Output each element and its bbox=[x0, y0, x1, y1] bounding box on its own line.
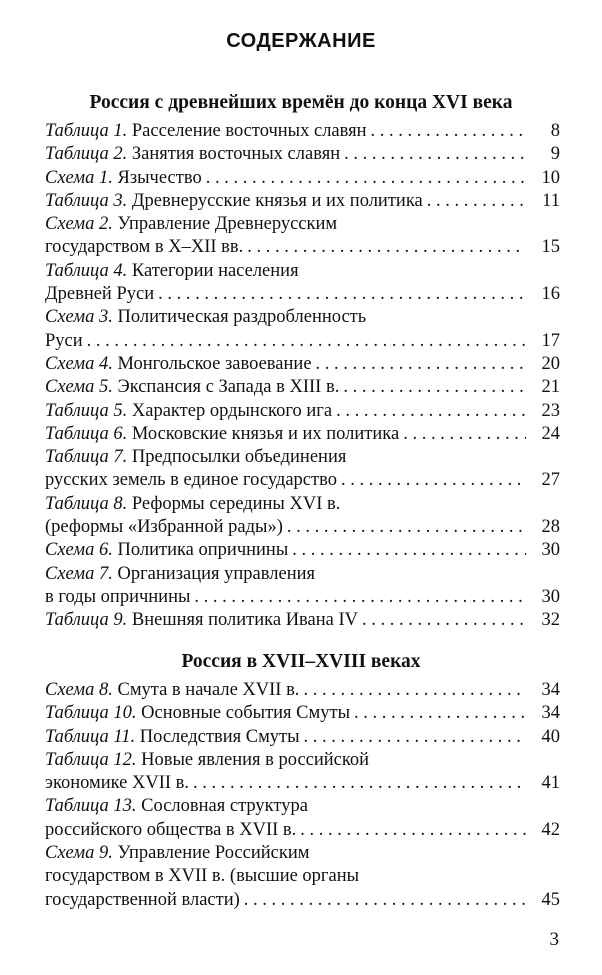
toc-entry-title: Новые явления в российской bbox=[141, 749, 370, 770]
dot-leader bbox=[244, 889, 526, 912]
toc-entry-page: 30 bbox=[541, 586, 560, 607]
toc-entry-page: 23 bbox=[541, 400, 560, 421]
toc-list bbox=[45, 679, 560, 912]
toc-entry-title: в годы опричнины bbox=[45, 586, 191, 607]
toc-entry bbox=[45, 423, 560, 446]
toc-entry bbox=[45, 702, 560, 725]
toc-entry-line bbox=[45, 865, 560, 888]
toc-entry-page: 21 bbox=[541, 377, 560, 398]
toc-entry-line bbox=[45, 539, 560, 562]
toc-entry-title: Смута в начале XVII в. bbox=[117, 680, 300, 700]
toc-entry-text bbox=[45, 353, 312, 376]
toc-entry-line bbox=[45, 213, 560, 236]
toc-entry-line bbox=[45, 469, 560, 492]
toc-entry-line bbox=[45, 167, 560, 190]
page-title: СОДЕРЖАНИЕ bbox=[226, 30, 376, 52]
dot-leader bbox=[206, 167, 526, 190]
toc-entry-kind: Таблица 2. bbox=[45, 144, 128, 165]
toc-entry-line bbox=[45, 446, 560, 469]
toc-entry-line bbox=[45, 143, 560, 166]
toc-entry bbox=[45, 400, 560, 423]
toc-entry-text bbox=[45, 330, 83, 353]
toc-entry bbox=[45, 376, 560, 399]
toc-entry-line bbox=[45, 493, 560, 516]
toc-entry-title: Последствия Смуты bbox=[139, 726, 300, 747]
toc-entry-page: 24 bbox=[541, 423, 560, 444]
toc-entry-page: 40 bbox=[541, 726, 560, 747]
toc-entry-kind: Таблица 6. bbox=[45, 423, 128, 444]
toc-entry-kind: Схема 3. bbox=[45, 307, 113, 328]
toc-entry-kind: Схема 6. bbox=[45, 540, 113, 561]
toc-entry-page: 34 bbox=[541, 703, 560, 724]
toc-entry-text bbox=[45, 236, 243, 259]
toc-entry bbox=[45, 120, 560, 143]
toc-entry-line bbox=[45, 306, 560, 329]
dot-leader bbox=[343, 376, 526, 399]
toc-entry-title: Организация управления bbox=[117, 563, 316, 584]
toc-entry-kind: Таблица 11. bbox=[45, 726, 136, 747]
toc-entry-text bbox=[45, 190, 423, 213]
toc-entry-text bbox=[45, 283, 154, 306]
toc-entry-line bbox=[45, 190, 560, 213]
toc-entry-page: 30 bbox=[541, 540, 560, 561]
toc-entry bbox=[45, 306, 560, 353]
toc-entry-title: Руси bbox=[45, 330, 83, 351]
toc-entry-kind: Таблица 7. bbox=[45, 447, 128, 468]
toc-entry bbox=[45, 213, 560, 260]
toc-entry-text bbox=[45, 865, 359, 888]
toc-entry-text bbox=[45, 493, 340, 516]
toc-entry-line bbox=[45, 376, 560, 399]
toc-entry-title: Реформы середины XVI в. bbox=[131, 493, 341, 514]
toc-entry-page: 42 bbox=[541, 819, 560, 840]
toc-entry-line bbox=[45, 726, 560, 749]
toc-entry-text bbox=[45, 306, 366, 329]
toc-entry-title: Политика опричнины bbox=[117, 540, 289, 561]
toc-entry-kind: Таблица 9. bbox=[45, 610, 128, 631]
dot-leader bbox=[371, 120, 526, 143]
toc-entry-title: Древней Руси bbox=[45, 284, 155, 305]
toc-entry-line bbox=[45, 889, 560, 912]
toc-entry bbox=[45, 167, 560, 190]
toc-entry bbox=[45, 842, 560, 912]
toc-entry-title: Предпосылки объединения bbox=[131, 447, 347, 468]
toc-entry-text bbox=[45, 423, 399, 446]
toc-entry-kind: Таблица 5. bbox=[45, 400, 128, 421]
toc-entry bbox=[45, 446, 560, 493]
toc-entry-title: Расселение восточных славян bbox=[131, 121, 367, 141]
toc-entry bbox=[45, 493, 560, 540]
dot-leader bbox=[194, 586, 526, 609]
toc-entry-line bbox=[45, 516, 560, 539]
toc-entry-line bbox=[45, 283, 560, 306]
dot-leader bbox=[336, 400, 526, 423]
dot-leader bbox=[300, 819, 526, 842]
toc-entry-line bbox=[45, 702, 560, 725]
toc-entry-title: экономике XVII в. bbox=[45, 773, 190, 794]
toc-entry-text bbox=[45, 469, 337, 492]
toc-entry bbox=[45, 190, 560, 213]
toc-entry-page: 32 bbox=[541, 610, 560, 631]
toc-entry-title: Политическая раздробленность bbox=[117, 307, 367, 328]
toc-entry-page: 16 bbox=[541, 284, 560, 305]
toc-entry-line bbox=[45, 819, 560, 842]
toc-entry-page: 15 bbox=[541, 237, 560, 258]
toc-entry-title: Экспансия с Запада в XIII в. bbox=[117, 377, 340, 398]
toc-entry-text bbox=[45, 819, 296, 842]
toc-entry-title: Категории населения bbox=[131, 260, 299, 281]
section-title: Россия с древнейших времён до конца XVI века bbox=[89, 92, 513, 113]
toc-entry-kind: Схема 7. bbox=[45, 563, 113, 584]
toc-entry-line bbox=[45, 772, 560, 795]
toc-entry-page: 45 bbox=[541, 889, 560, 910]
toc-entry-page: 28 bbox=[541, 517, 560, 538]
toc-entry-page: 20 bbox=[541, 353, 560, 374]
toc-entry-page: 10 bbox=[541, 167, 560, 188]
toc-entry-line bbox=[45, 795, 560, 818]
page-number: 3 bbox=[549, 929, 559, 950]
toc-entry-kind: Схема 2. bbox=[45, 214, 113, 235]
toc-entry-title: Древнерусские князья и их политика bbox=[131, 190, 423, 211]
toc-entry bbox=[45, 726, 560, 749]
dot-leader bbox=[304, 726, 526, 749]
dot-leader bbox=[362, 609, 526, 632]
toc-entry-text bbox=[45, 376, 339, 399]
toc-entry-text bbox=[45, 586, 190, 609]
toc-entry-kind: Таблица 10. bbox=[45, 703, 137, 724]
section-title: Россия в XVII–XVIII веках bbox=[181, 651, 421, 672]
toc-entry-title: государством в X–XII вв. bbox=[45, 237, 244, 258]
toc-entry bbox=[45, 143, 560, 166]
toc-entry-text bbox=[45, 260, 299, 283]
dot-leader bbox=[427, 190, 526, 213]
toc-entry-text bbox=[45, 702, 350, 725]
toc-entry-line bbox=[45, 120, 560, 143]
toc-entry-kind: Схема 8. bbox=[45, 680, 113, 700]
toc-entry-title: государственной власти) bbox=[45, 889, 240, 910]
toc-entry-title: государством в XVII в. (высшие органы bbox=[45, 866, 360, 887]
toc-entry bbox=[45, 795, 560, 842]
toc-entry-line bbox=[45, 842, 560, 865]
toc-entry bbox=[45, 260, 560, 307]
toc-entry-text bbox=[45, 795, 308, 818]
toc-entry-text bbox=[45, 167, 202, 190]
toc-entry bbox=[45, 539, 560, 562]
toc-entry-title: Язычество bbox=[117, 167, 202, 188]
toc-entry-text bbox=[45, 446, 346, 469]
toc-entry-page: 11 bbox=[542, 190, 560, 211]
toc-entry-line bbox=[45, 586, 560, 609]
toc-entry-page: 9 bbox=[550, 144, 560, 165]
toc-entry-text bbox=[45, 889, 240, 912]
toc-entry-line bbox=[45, 236, 560, 259]
toc-entry-title: Внешняя политика Ивана IV bbox=[131, 610, 359, 631]
toc-entry-kind: Таблица 4. bbox=[45, 260, 128, 281]
toc-entry-line bbox=[45, 679, 560, 702]
toc-entry-title: (реформы «Избранной рады») bbox=[45, 517, 283, 538]
toc-entry-kind: Таблица 12. bbox=[45, 749, 137, 770]
toc-entry-title: Сословная структура bbox=[141, 796, 308, 817]
dot-leader bbox=[287, 516, 526, 539]
toc-entry-line bbox=[45, 423, 560, 446]
dot-leader bbox=[158, 283, 526, 306]
toc-entry-page: 27 bbox=[541, 470, 560, 491]
toc-entry-text bbox=[45, 563, 315, 586]
toc-entry-line bbox=[45, 749, 560, 772]
toc-entry-kind: Схема 1. bbox=[45, 167, 113, 188]
toc-list bbox=[45, 120, 560, 633]
toc-entry bbox=[45, 609, 560, 632]
toc-entry-kind: Схема 4. bbox=[45, 353, 113, 374]
toc-entry bbox=[45, 749, 560, 796]
dot-leader bbox=[354, 702, 526, 725]
dot-leader bbox=[316, 353, 526, 376]
toc-entry-text bbox=[45, 749, 369, 772]
toc-entry-text bbox=[45, 772, 189, 795]
toc-entry-kind: Таблица 8. bbox=[45, 493, 128, 514]
toc-entry-line bbox=[45, 260, 560, 283]
toc-entry-page: 34 bbox=[541, 680, 560, 700]
toc-entry-title: Характер ордынского ига bbox=[131, 400, 333, 421]
toc-entry-title: Монгольское завоевание bbox=[117, 353, 312, 374]
toc-entry-line bbox=[45, 353, 560, 376]
toc-entry bbox=[45, 679, 560, 702]
toc-entry-text bbox=[45, 609, 358, 632]
toc-entry-kind: Схема 9. bbox=[45, 843, 113, 864]
dot-leader bbox=[193, 772, 526, 795]
toc-entry-title: Управление Древнерусским bbox=[117, 214, 338, 235]
dot-leader bbox=[344, 143, 526, 166]
dot-leader bbox=[341, 469, 526, 492]
toc-entry-title: российского общества в XVII в. bbox=[45, 819, 297, 840]
toc-entry-text bbox=[45, 726, 300, 749]
toc-entry bbox=[45, 353, 560, 376]
dot-leader bbox=[247, 236, 526, 259]
toc-entry bbox=[45, 563, 560, 610]
toc-entry-title: Занятия восточных славян bbox=[131, 144, 341, 165]
toc-entry-line bbox=[45, 609, 560, 632]
toc-entry-kind: Таблица 1. bbox=[45, 121, 128, 141]
toc-entry-line bbox=[45, 400, 560, 423]
toc-entry-page: 8 bbox=[550, 121, 560, 141]
toc-entry-line bbox=[45, 563, 560, 586]
toc-entry-title: русских земель в единое государство bbox=[45, 470, 337, 491]
toc-entry-text bbox=[45, 120, 367, 143]
toc-entry-text bbox=[45, 400, 332, 423]
dot-leader bbox=[292, 539, 526, 562]
toc-entry-text bbox=[45, 213, 337, 236]
toc-entry-kind: Таблица 3. bbox=[45, 190, 128, 211]
dot-leader bbox=[303, 679, 526, 702]
toc-entry-text bbox=[45, 679, 299, 702]
toc-entry-text bbox=[45, 516, 283, 539]
toc-entry-line bbox=[45, 330, 560, 353]
toc-entry-page: 41 bbox=[541, 773, 560, 794]
toc-entry-kind: Таблица 13. bbox=[45, 796, 137, 817]
toc-entry-page: 17 bbox=[541, 330, 560, 351]
toc-entry-text bbox=[45, 842, 309, 865]
toc-entry-text bbox=[45, 143, 340, 166]
toc-entry-title: Управление Российским bbox=[117, 843, 310, 864]
dot-leader bbox=[87, 330, 526, 353]
toc-entry-text bbox=[45, 539, 288, 562]
toc-entry-kind: Схема 5. bbox=[45, 377, 113, 398]
toc-entry-title: Основные события Смуты bbox=[141, 703, 350, 724]
dot-leader bbox=[403, 423, 526, 446]
toc-entry-title: Московские князья и их политика bbox=[131, 423, 400, 444]
